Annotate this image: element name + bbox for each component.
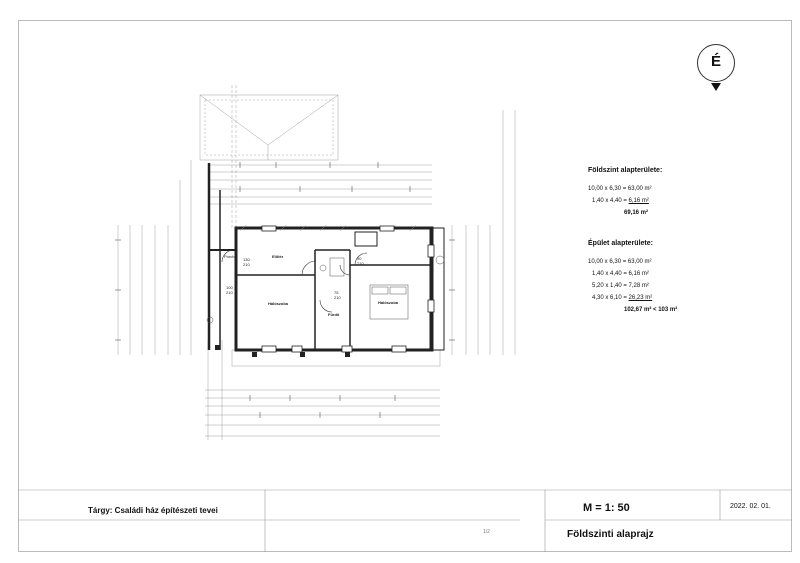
north-arrow — [697, 44, 735, 82]
north-letter: É — [710, 53, 721, 70]
door-label: 130 210 — [243, 257, 250, 267]
toilet — [320, 265, 326, 271]
door-label: 75 210 — [334, 290, 341, 300]
section-marker — [345, 352, 350, 357]
door-swing — [320, 300, 332, 312]
building-area-line: 4,30 x 6,10 = — [592, 295, 629, 301]
door-label: 100 210 — [226, 285, 233, 295]
window — [262, 346, 276, 352]
building-area-block — [588, 238, 677, 316]
room-label-lobby: Előtér — [272, 254, 284, 259]
ground-area-title: Földszint alapterülete: — [588, 167, 663, 174]
door-label: 90 210 — [357, 256, 364, 266]
roof-ridge-line — [200, 95, 268, 145]
building-area-line: 10,00 x 6,30 = 63,00 m² — [588, 259, 652, 265]
title-block-scale: M = 1: 50 — [583, 502, 630, 514]
window — [428, 245, 434, 257]
building-area-title: Épület alapterülete: — [588, 240, 653, 247]
building-area-line: 5,20 x 1,40 = 7,28 m² — [592, 283, 649, 289]
pillow — [390, 287, 406, 294]
ground-area-line: 10,00 x 6,30 = 63,00 m² — [588, 186, 652, 192]
exterior-wall — [236, 228, 432, 350]
window — [428, 300, 434, 312]
ground-floor-area-block — [588, 165, 662, 219]
title-block-date: 2022. 02. 01. — [730, 503, 771, 510]
section-marker — [252, 352, 257, 357]
roof-ridge-line — [268, 95, 338, 145]
window — [392, 346, 406, 352]
plant — [436, 256, 444, 264]
window — [262, 226, 276, 231]
ground-area-line: 1,40 x 4,40 = — [592, 198, 629, 204]
pillow — [372, 287, 388, 294]
roof-eave — [205, 100, 333, 155]
section-marker — [215, 345, 220, 350]
title-block-subject: Tárgy: Családi ház építészeti tevei — [88, 506, 218, 515]
building-area-result: 26,23 m² — [628, 295, 653, 301]
building-area-total: 102,67 m² < 103 m² — [624, 307, 678, 313]
roof-outline — [200, 95, 338, 160]
bathtub — [330, 258, 344, 276]
title-block-sheet-title: Földszinti alaprajz — [567, 529, 654, 540]
chimney — [355, 232, 377, 246]
window — [342, 346, 352, 352]
room-label-bedroom-right: Hálószoba — [378, 300, 399, 305]
ground-area-total: 69,16 m² — [624, 210, 649, 216]
door-swing — [340, 265, 350, 275]
window — [380, 226, 394, 231]
door-swing — [302, 261, 316, 275]
room-label-bath: Fürdő — [328, 312, 340, 317]
section-marker — [300, 352, 305, 357]
room-label-bedroom-left: Hálószoba — [268, 301, 289, 306]
window — [292, 346, 302, 352]
title-block-code: 1/2 — [483, 529, 490, 535]
arrow-down-icon — [711, 83, 721, 91]
building-area-line: 1,40 x 4,40 = 6,16 m² — [592, 271, 649, 277]
ground-area-result: 6,16 m² — [628, 198, 649, 204]
room-label-porch: Porch — [224, 254, 235, 259]
